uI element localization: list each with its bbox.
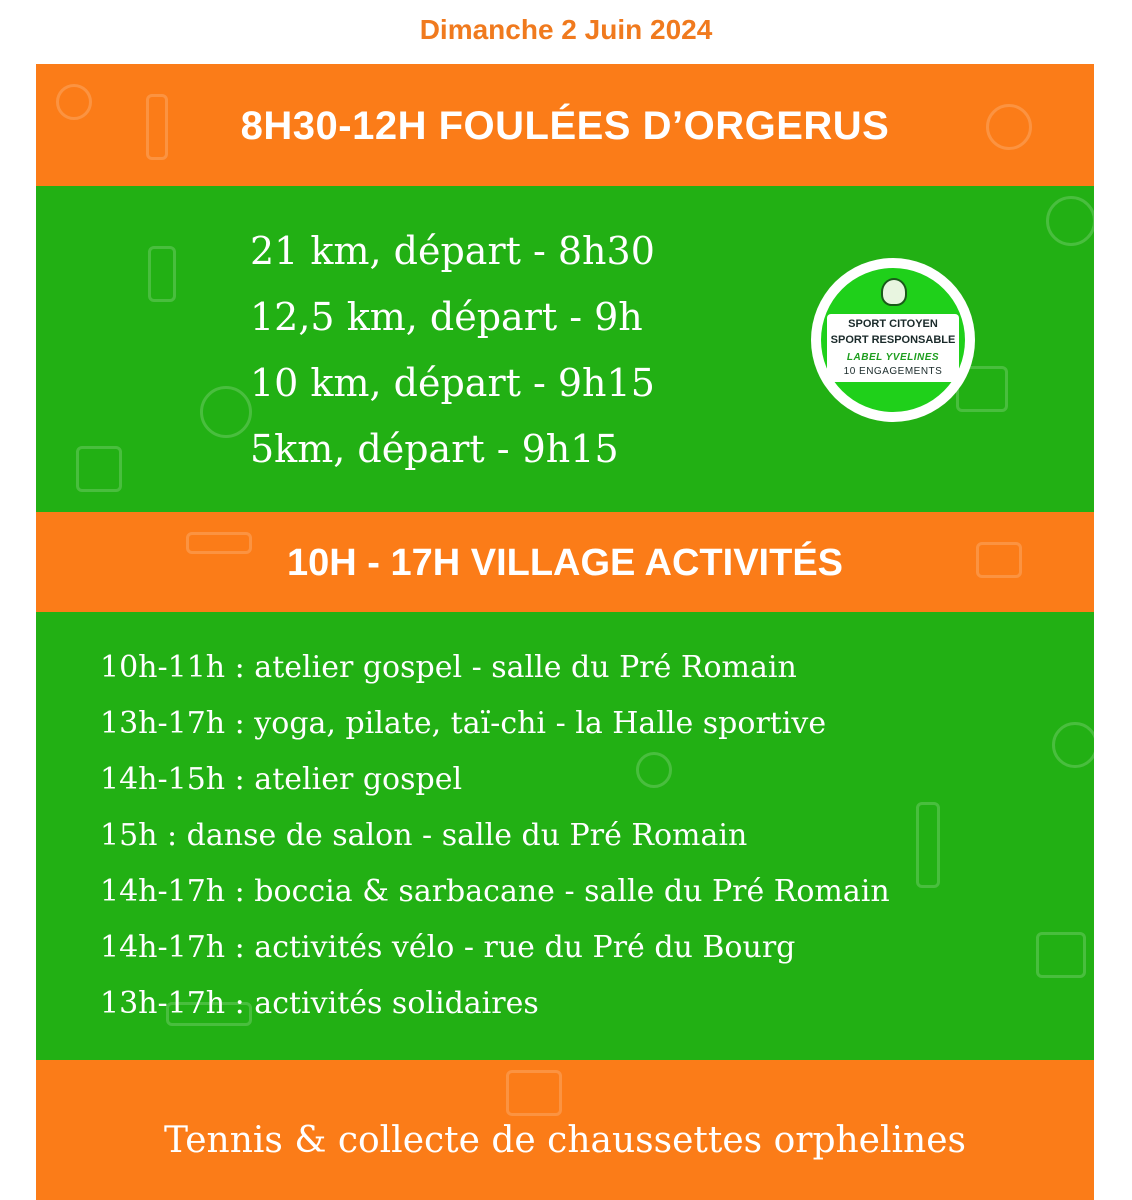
badge-line-3: LABEL YVELINES <box>846 352 940 363</box>
label-badge-logo <box>811 258 975 422</box>
soccer-ball-icon <box>1046 196 1094 246</box>
t-shirt-icon <box>506 1070 562 1116</box>
races-band <box>36 186 1094 512</box>
activity-list <box>100 640 890 1032</box>
race-list <box>250 218 655 482</box>
foulees-header-band <box>36 64 1094 186</box>
activity-item: 10h-11h : atelier gospel - salle du Pré Romain <box>100 650 797 685</box>
activity-item: 14h-17h : activités vélo - rue du Pré du Bourg <box>100 930 796 965</box>
village-title: 10H - 17H VILLAGE ACTIVITÉS <box>286 542 844 584</box>
foulees-title: 8H30-12H FOULÉES D’ORGERUS <box>240 104 890 148</box>
event-date: Dimanche 2 Juin 2024 <box>419 14 713 45</box>
badge-line-2: SPORT RESPONSABLE <box>830 334 956 346</box>
baseball-bat-icon <box>916 802 940 888</box>
tennis-title: Tennis & collecte de chaussettes orphelines <box>164 1120 966 1161</box>
badge-line-1: SPORT CITOYEN <box>848 318 938 330</box>
badge-line-4: 10 ENGAGEMENTS <box>843 366 943 377</box>
activity-item: 14h-15h : atelier gospel <box>100 762 463 797</box>
race-item: 5km, départ - 9h15 <box>250 427 619 471</box>
shuttlecock-icon <box>148 246 176 302</box>
bicycle-icon <box>200 386 252 438</box>
soccer-ball-icon <box>1052 722 1094 768</box>
race-item: 10 km, départ - 9h15 <box>250 361 655 405</box>
yvelines-seal-icon <box>881 278 907 306</box>
village-header-band <box>36 512 1094 612</box>
activity-item: 15h : danse de salon - salle du Pré Romain <box>100 818 748 853</box>
activity-item: 14h-17h : boccia & sarbacane - salle du Pré Romain <box>100 874 890 909</box>
skate-icon <box>76 446 122 492</box>
activities-band <box>36 612 1094 1060</box>
tennis-band <box>36 1060 1094 1200</box>
activity-item: 13h-17h : yoga, pilate, taï-chi - la Halle sportive <box>100 706 827 741</box>
race-item: 12,5 km, départ - 9h <box>250 295 643 339</box>
goal-net-icon <box>1036 932 1086 978</box>
race-item: 21 km, départ - 8h30 <box>250 229 655 273</box>
activity-item: 13h-17h : activités solidaires <box>100 986 539 1021</box>
